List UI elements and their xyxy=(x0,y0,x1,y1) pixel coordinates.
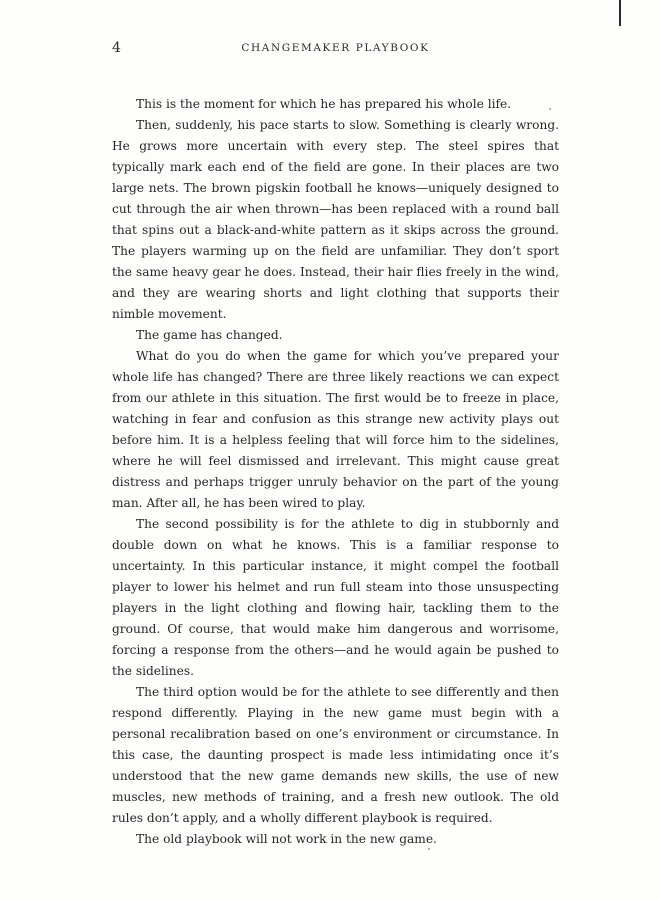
page-number: 4 xyxy=(112,40,121,56)
body-text xyxy=(112,94,559,850)
paragraph: What do you do when the game for which you’ve prepared your whole life has changed? There are three likely reactions we can expect from our athlete in this situation. The first would be to freeze in place, watching in fear and confusion as this strange new activity plays out before him. It is a helpless feeling that will force him to the sidelines, where he will feel dismissed and irrelevant. This might cause great distress and perhaps trigger unruly behavior on the part of the young man. After all, he has been wired to play. xyxy=(112,349,559,510)
page-header xyxy=(112,40,559,60)
running-head: CHANGEMAKER PLAYBOOK xyxy=(241,42,430,54)
paragraph: The third option would be for the athlete to see differently and then respond differently. Playing in the new game must begin with a personal recalibration based on one’s environment or circumstance. In this case, the daunting prospect is made less intimidating once it’s understood that the new game demands new skills, the use of new muscles, new methods of training, and a fresh new outlook. The old rules don’t apply, and a wholly different playbook is required. xyxy=(112,685,559,825)
paragraph: This is the moment for which he has prepared his whole life. xyxy=(136,97,512,111)
paragraph: The game has changed. xyxy=(136,328,283,342)
paragraph: Then, suddenly, his pace starts to slow. Something is clearly wrong. He grows more uncertain with every step. The steel spires that typically mark each end of the field are gone. In their places are two large nets. The brown pigskin football he knows—uniquely designed to cut through the air when thrown—has been replaced with a round ball that spins out a black-and-white pattern as it skips across the ground. The players warming up on the field are unfamiliar. They don’t sport the same heavy gear he does. Instead, their hair flies freely in the wind, and they are wearing shorts and light clothing that supports their nimble movement. xyxy=(112,118,559,321)
paper-speck xyxy=(428,848,430,850)
paragraph: The old playbook will not work in the new game. xyxy=(136,832,437,846)
paper-speck xyxy=(549,108,551,110)
paragraph: The second possibility is for the athlete to dig in stubbornly and double down on what he knows. This is a familiar response to uncertainty. In this particular instance, it might compel the football player to lower his helmet and run full steam into those unsuspecting players in the light clothing and flowing hair, tackling them to the ground. Of course, that would make him dangerous and worrisome, forcing a response from the others—and he would again be pushed to the sidelines. xyxy=(112,517,559,678)
page-edge-line xyxy=(619,0,621,26)
